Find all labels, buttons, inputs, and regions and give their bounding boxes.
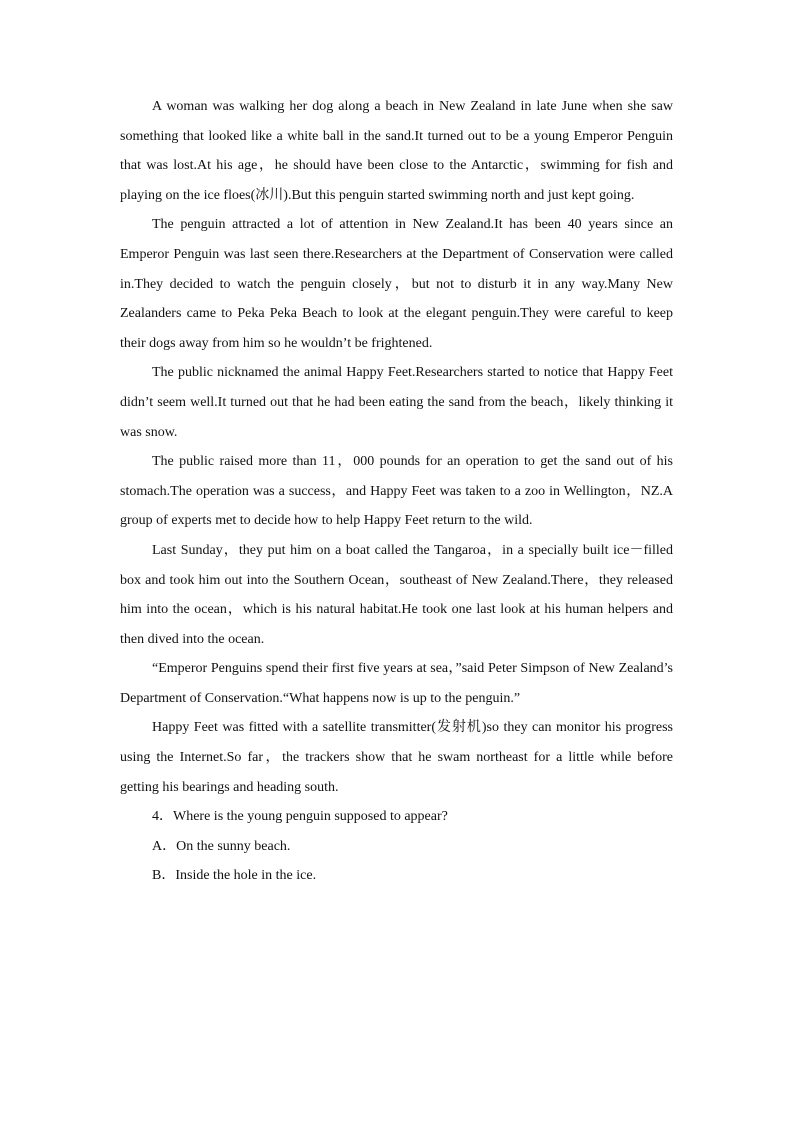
option-b: B．Inside the hole in the ice. (152, 868, 317, 884)
question-stem: 4．Where is the young penguin supposed to appear? (152, 809, 448, 825)
paragraph-2: The penguin attracted a lot of attention in New Zealand.It has been 40 years since an Emperor Penguin was last seen there.Researchers at the Department of Conservation were called in.They decided to watch the penguin closely，but not to disturb it in any way.Many New Zealanders came to Peka Peka Beach to look at the elegant penguin.They were careful to keep their dogs away from him so he wouldn’t be frightened. (120, 217, 673, 351)
passage (120, 92, 673, 891)
paragraph-5: Last Sunday，they put him on a boat called the Tangaroa，in a specially built ice－filled box and took him out into the Southern Ocean，southeast of New Zealand.There，they released him into the ocean，which is his natural habitat.He took one last look at his human helpers and then dived into the ocean. (120, 542, 673, 647)
option-a: A．On the sunny beach. (152, 838, 291, 854)
paragraph-6: “Emperor Penguins spend their first five years at sea，”said Peter Simpson of New Zealand’s Department of Conservation.“What happens now is up to the penguin.” (120, 661, 673, 706)
paragraph-4: The public raised more than 11，000 pounds for an operation to get the sand out of his stomach.The operation was a success，and Happy Feet was taken to a zoo in Wellington，NZ.A group of experts met to decide how to help Happy Feet return to the wild. (120, 454, 673, 529)
paragraph-1: A woman was walking her dog along a beach in New Zealand in late June when she saw something that looked like a white ball in the sand.It turned out to be a young Emperor Penguin that was lost.At his age，he should have been close to the Antarctic，swimming for fish and playing on the ice floes(冰川).But this penguin started swimming north and just kept going. (120, 99, 673, 203)
paragraph-7: Happy Feet was fitted with a satellite transmitter(发射机)so they can monitor his progress using the Internet.So far，the trackers show that he swam northeast for a little while before getting his bearings and heading south. (120, 720, 673, 795)
paragraph-3: The public nicknamed the animal Happy Feet.Researchers started to notice that Happy Feet didn’t seem well.It turned out that he had been eating the sand from the beach，likely thinking it was snow. (120, 365, 673, 440)
